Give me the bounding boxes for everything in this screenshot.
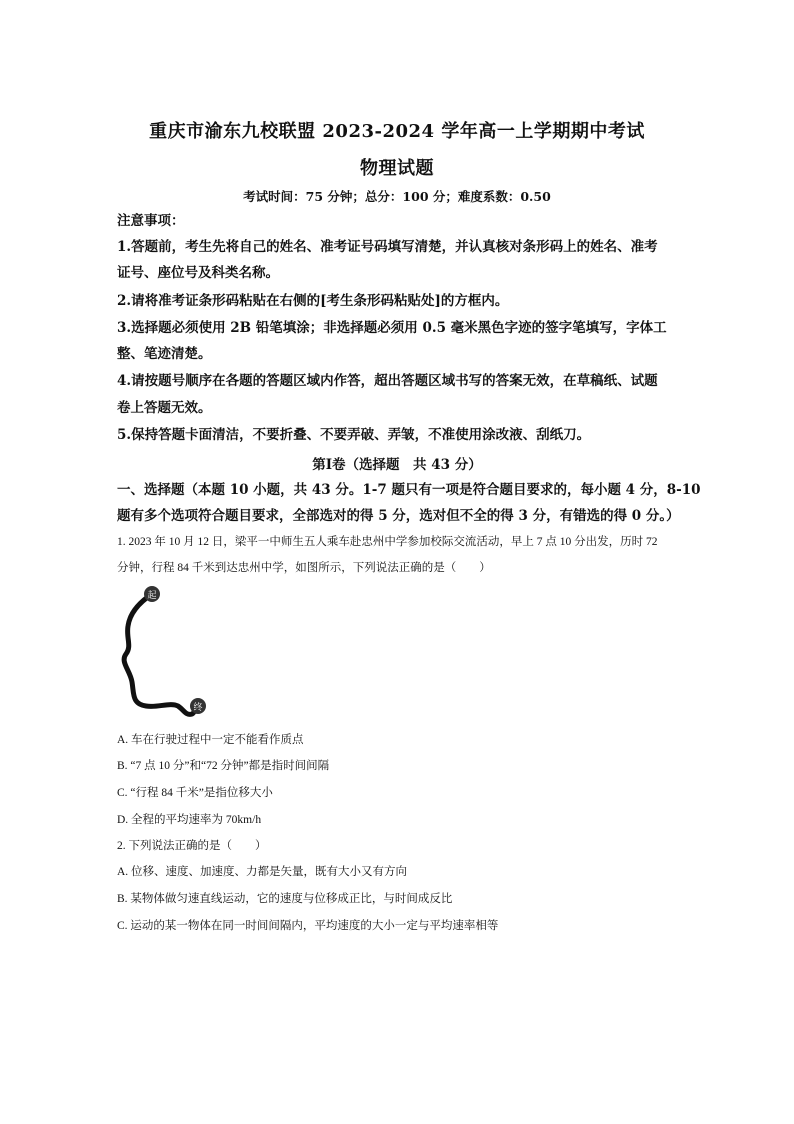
notice-line: 5.保持答题卡面清洁，不要折叠、不要弄破、弄皱，不准使用涂改液、刮纸刀。 xyxy=(117,427,591,443)
q2-option-a: A. 位移、速度、加速度、力都是矢量，既有大小又有方向 xyxy=(117,866,408,878)
part1-heading: 第Ⅰ卷（选择题 共 43 分） xyxy=(312,457,482,473)
q1-stem-line: 1. 2023 年 10 月 12 日，梁平一中师生五人乘车赴忠州中学参加校际交流活动，早上 7 点 10 分出发，历时 72 xyxy=(117,536,658,548)
notice-heading: 注意事项： xyxy=(117,213,185,229)
start-label: 起 xyxy=(147,591,157,601)
route-map-figure xyxy=(112,582,222,727)
notice-line: 证号、座位号及科类名称。 xyxy=(117,265,279,281)
end-label: 终 xyxy=(193,703,203,713)
notice-line: 4.请按题号顺序在各题的答题区域内作答，超出答题区域书写的答案无效，在草稿纸、试题 xyxy=(117,373,658,389)
route-path xyxy=(124,594,198,714)
q2-option-c: C. 运动的某一物体在同一时间间隔内，平均速度的大小一定与平均速率相等 xyxy=(117,920,499,932)
exam-title: 重庆市渝东九校联盟 2023-2024 学年高一上学期期中考试 xyxy=(149,121,645,142)
q1-option-b: B. “7 点 10 分”和“72 分钟”都是指时间间隔 xyxy=(117,760,330,772)
notice-line: 2.请将准考证条形码粘贴在右侧的[考生条形码粘贴处]的方框内。 xyxy=(117,293,509,309)
notice-line: 3.选择题必须使用 2B 铅笔填涂；非选择题必须用 0.5 毫米黑色字迹的签字笔填写，字体工 xyxy=(117,320,667,336)
q1-option-d: D. 全程的平均速率为 70km/h xyxy=(117,814,262,826)
notice-line: 卷上答题无效。 xyxy=(117,400,212,416)
q1-stem-line: 分钟，行程 84 千米到达忠州中学，如图所示，下列说法正确的是（ ） xyxy=(117,562,491,574)
part1-instruction: 题有多个选项符合题目要求，全部选对的得 5 分，选对但不全的得 3 分，有错选的得 0 分。） xyxy=(117,508,680,524)
exam-subtitle: 物理试题 xyxy=(360,158,434,179)
notice-line: 1.答题前，考生先将自己的姓名、准考证号码填写清楚，并认真核对条形码上的姓名、准考 xyxy=(117,239,658,255)
notice-line: 整、笔迹清楚。 xyxy=(117,346,212,362)
q1-option-a: A. 车在行驶过程中一定不能看作质点 xyxy=(117,734,304,746)
exam-meta: 考试时间：75 分钟；总分：100 分；难度系数：0.50 xyxy=(243,189,551,204)
q2-option-b: B. 某物体做匀速直线运动，它的速度与位移成正比，与时间成反比 xyxy=(117,893,453,905)
q2-stem: 2. 下列说法正确的是（ ） xyxy=(117,840,267,852)
q1-option-c: C. “行程 84 千米”是指位移大小 xyxy=(117,787,273,799)
part1-instruction: 一、选择题（本题 10 小题，共 43 分。1-7 题只有一项是符合题目要求的，每小题 4 分，8-10 xyxy=(117,482,701,498)
